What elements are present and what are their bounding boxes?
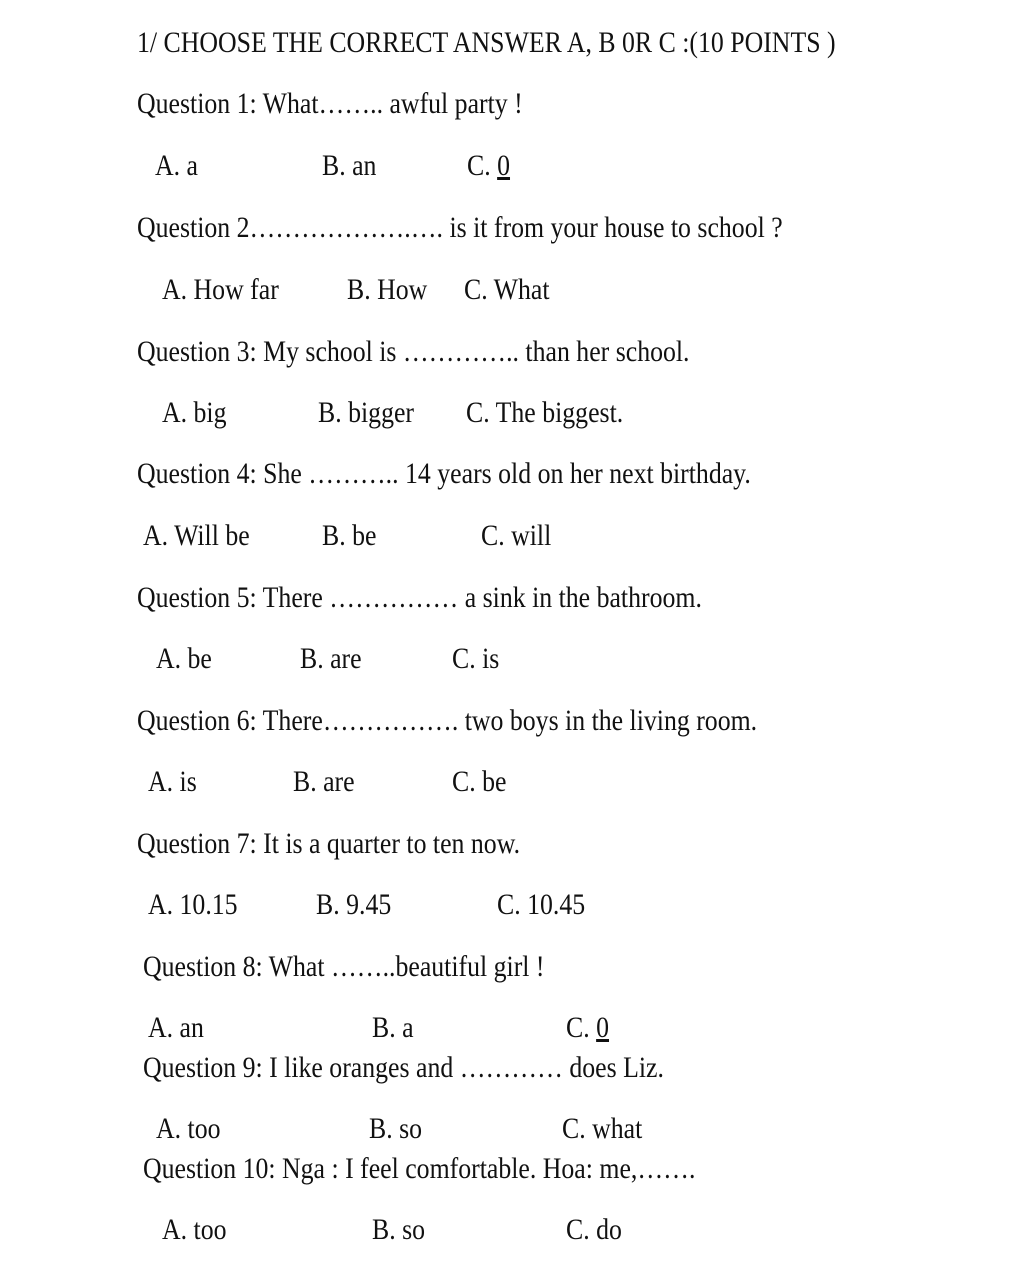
question-1-option-c bbox=[467, 148, 510, 184]
question-3-text: Question 3: My school is ………….. than her school. bbox=[137, 335, 690, 368]
option-c-value: 0 bbox=[497, 149, 511, 182]
section-heading: 1/ CHOOSE THE CORRECT ANSWER A, B 0R C :(10 POINTS ) bbox=[137, 26, 836, 59]
question-6-option-c: C. be bbox=[452, 765, 507, 798]
question-10-option-b: B. so bbox=[372, 1213, 426, 1246]
question-8-option-b: B. a bbox=[372, 1011, 414, 1044]
question-2-text: Question 2……………….…. is it from your house to school ? bbox=[137, 211, 783, 244]
question-10-text: Question 10: Nga : I feel comfortable. Hoa: me,……. bbox=[143, 1152, 696, 1185]
question-5-text: Question 5: There …………… a sink in the bathroom. bbox=[137, 581, 702, 614]
question-6-option-b: B. are bbox=[293, 765, 355, 798]
option-c-label: C. bbox=[566, 1011, 597, 1044]
question-7-option-a: A. 10.15 bbox=[148, 888, 238, 921]
question-9-text: Question 9: I like oranges and ………… does Liz. bbox=[143, 1051, 664, 1084]
question-1-option-b: B. an bbox=[322, 149, 377, 182]
question-7-option-b: B. 9.45 bbox=[316, 888, 392, 921]
question-2-option-a: A. How far bbox=[162, 273, 279, 306]
question-9-option-c: C. what bbox=[562, 1112, 643, 1145]
question-5-option-a: A. be bbox=[156, 642, 212, 675]
question-10-option-c: C. do bbox=[566, 1213, 622, 1246]
question-1-option-a: A. a bbox=[155, 149, 198, 182]
question-2-option-c: C. What bbox=[464, 273, 550, 306]
question-9-option-a: A. too bbox=[156, 1112, 221, 1145]
question-4-option-a: A. Will be bbox=[143, 519, 250, 552]
question-1-text: Question 1: What…….. awful party ! bbox=[137, 87, 523, 120]
question-3-option-c: C. The biggest. bbox=[466, 396, 624, 429]
question-8-option-c bbox=[566, 1010, 609, 1046]
question-9-option-b: B. so bbox=[369, 1112, 423, 1145]
question-7-text: Question 7: It is a quarter to ten now. bbox=[137, 827, 521, 860]
question-4-option-b: B. be bbox=[322, 519, 377, 552]
option-c-label: C. bbox=[467, 149, 498, 182]
question-8-option-a: A. an bbox=[148, 1011, 204, 1044]
question-4-option-c: C. will bbox=[481, 519, 552, 552]
question-7-option-c: C. 10.45 bbox=[497, 888, 586, 921]
question-2-option-b: B. How bbox=[347, 273, 428, 306]
question-5-option-b: B. are bbox=[300, 642, 362, 675]
question-10-option-a: A. too bbox=[162, 1213, 227, 1246]
question-3-option-a: A. big bbox=[162, 396, 227, 429]
question-5-option-c: C. is bbox=[452, 642, 500, 675]
question-6-option-a: A. is bbox=[148, 765, 197, 798]
question-6-text: Question 6: There……………. two boys in the living room. bbox=[137, 704, 758, 737]
question-3-option-b: B. bigger bbox=[318, 396, 415, 429]
option-c-value: 0 bbox=[596, 1011, 610, 1044]
question-8-text: Question 8: What ……..beautiful girl ! bbox=[143, 950, 545, 983]
question-4-text: Question 4: She ……….. 14 years old on her next birthday. bbox=[137, 457, 751, 490]
